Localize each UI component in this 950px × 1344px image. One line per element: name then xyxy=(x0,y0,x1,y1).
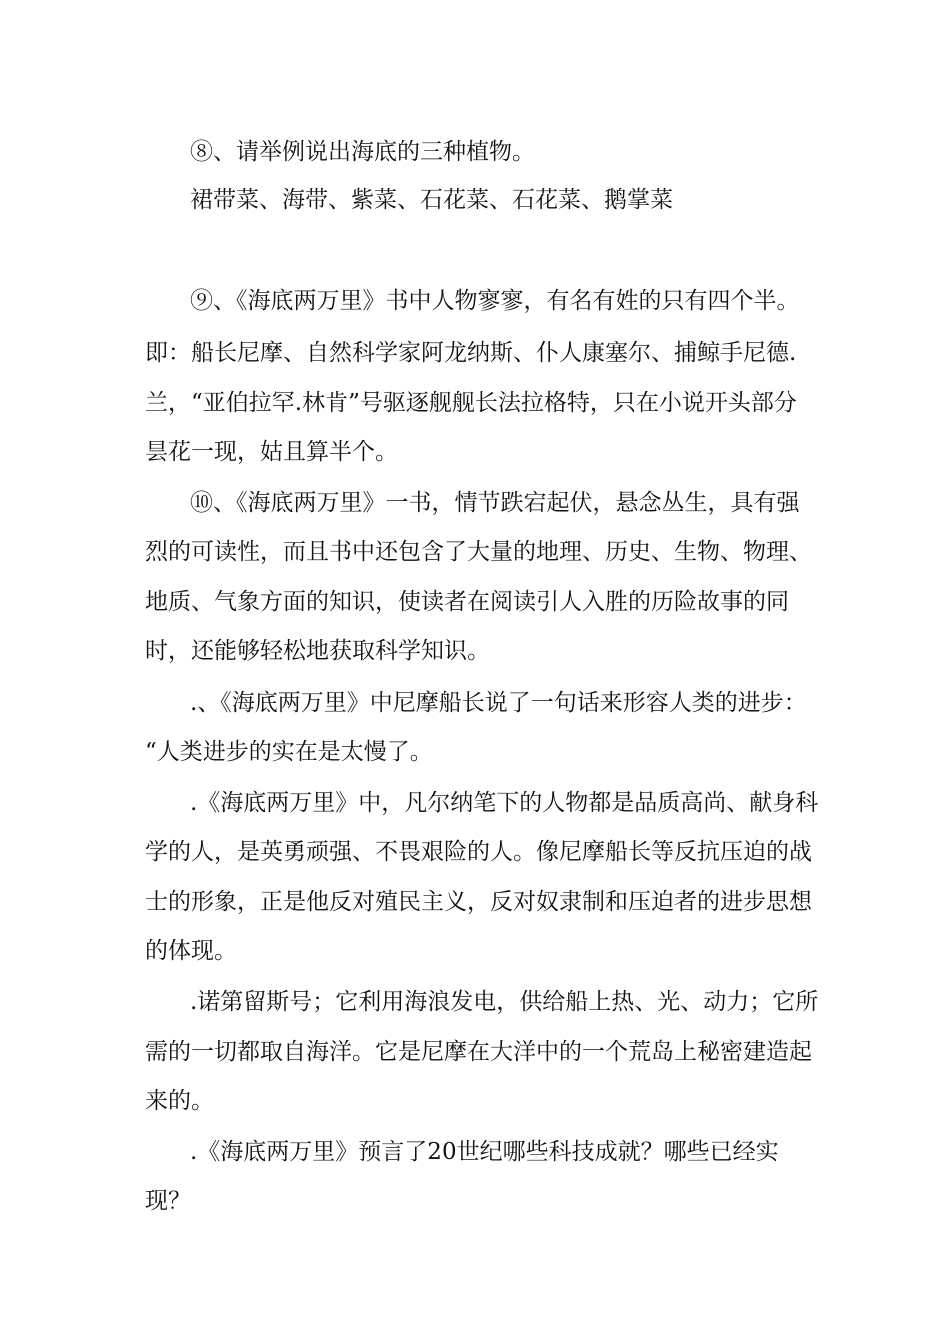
paragraph-10-line-1: ⑩、《海底两万里》一书，情节跌宕起伏，悬念丛生，具有强 xyxy=(190,490,800,516)
paragraph-14-line-1: .《海底两万里》预言了20世纪哪些科技成就？哪些已经实 xyxy=(190,1139,779,1165)
paragraph-12-line-4: 的体现。 xyxy=(145,938,237,964)
paragraph-9-line-3: 兰，“亚伯拉罕.林肯”号驱逐舰舰长法拉格特，只在小说开头部分 xyxy=(145,390,797,416)
paragraph-12-line-3: 士的形象，正是他反对殖民主义，反对奴隶制和压迫者的进步思想 xyxy=(145,889,812,915)
paragraph-10-line-2: 烈的可读性，而且书中还包含了大量的地理、历史、生物、物理、 xyxy=(145,539,812,565)
paragraph-10-line-4: 时，还能够轻松地获取科学知识。 xyxy=(145,638,490,664)
paragraph-12-line-2: 学的人，是英勇顽强、不畏艰险的人。像尼摩船长等反抗压迫的战 xyxy=(145,839,812,865)
paragraph-11-line-2: “人类进步的实在是太慢了。 xyxy=(145,739,433,765)
paragraph-9-line-2: 即：船长尼摩、自然科学家阿龙纳斯、仆人康塞尔、捕鲸手尼德. xyxy=(145,340,797,366)
paragraph-11-line-1: .、《海底两万里》中尼摩船长说了一句话来形容人类的进步： xyxy=(190,690,807,716)
answer-8-line: 裙带菜、海带、紫菜、石花菜、石花菜、鹅掌菜 xyxy=(190,187,673,213)
paragraph-13-line-1: .诺第留斯号；它利用海浪发电，供给船上热、光、动力；它所 xyxy=(190,989,819,1015)
question-8-line: ⑧、请举例说出海底的三种植物。 xyxy=(190,139,535,165)
paragraph-12-line-1: .《海底两万里》中，凡尔纳笔下的人物都是品质高尚、献身科 xyxy=(190,790,819,816)
paragraph-9-line-4: 昙花一现，姑且算半个。 xyxy=(145,439,398,465)
paragraph-13-line-3: 来的。 xyxy=(145,1088,214,1114)
paragraph-10-line-3: 地质、气象方面的知识，使读者在阅读引人入胜的历险故事的同 xyxy=(145,589,789,615)
paragraph-13-line-2: 需的一切都取自海洋。它是尼摩在大洋中的一个荒岛上秘密建造起 xyxy=(145,1039,812,1065)
paragraph-14-line-2: 现？ xyxy=(145,1188,191,1214)
paragraph-9-line-1: ⑨、《海底两万里》书中人物寥寥，有名有姓的只有四个半。 xyxy=(190,288,800,314)
